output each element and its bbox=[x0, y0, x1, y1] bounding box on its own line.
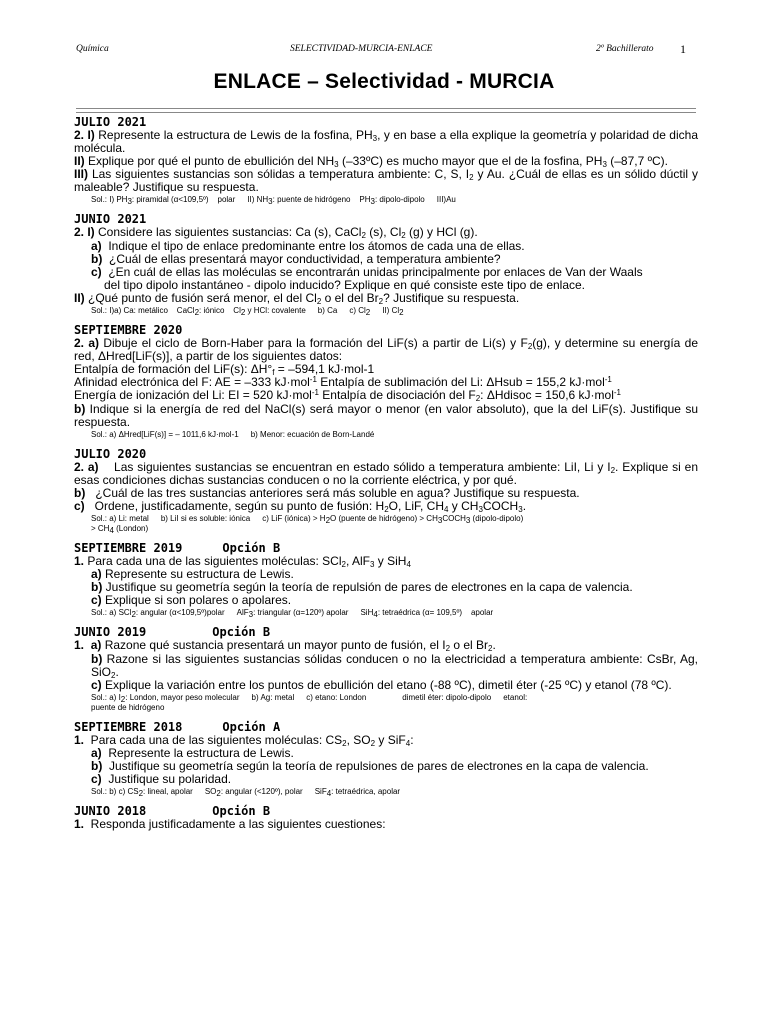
question-text: c) Justifique su polaridad. bbox=[91, 772, 232, 787]
question-text: b) ¿Cuál de ellas presentará mayor conductividad, a temperatura ambiente? bbox=[91, 251, 501, 266]
solution-line: Sol.: b) c) $CS_2$: lineal, apolar $SO_2$: angular (<120º), polar SiF$_4$: tetraédrica, apolar bbox=[91, 787, 401, 799]
question-text: b) Justifique su geometría según la teoría de repulsión de pares de electrones en la capa de valencia. bbox=[91, 580, 633, 595]
question-text: 2. I) Represente la estructura de Lewis de la fosfina, $PH_3$, y en base a ella explique la geometría y polaridad de dicha molécula. bbox=[74, 128, 698, 156]
question-text: c) Explique la variación entre los puntos de ebullición del etano (-88 ºC), dimetil éter (-25 ºC) y etanol (78 ºC). bbox=[91, 677, 672, 692]
question-text: 1. Para cada una de las siguientes moléculas: $CS_2$, $SO_2$ y SiF$_4$: bbox=[74, 732, 414, 748]
question-text: b) ¿Cuál de las tres sustancias anteriores será más soluble en agua? Justifique su respuesta. bbox=[74, 485, 580, 500]
page-title: ENLACE – Selectividad - MURCIA bbox=[213, 70, 555, 93]
section-heading: SEPTIEMBRE 2020 bbox=[74, 323, 183, 338]
question-text: 2. I) Considere las siguientes sustancias: Ca (s), CaCl$_2$ (s), $Cl_2$ (g) y HCl (g). bbox=[74, 225, 478, 241]
section-heading: JULIO 2020 bbox=[74, 446, 147, 461]
section-heading: SEPTIEMBRE 2019 Opción B bbox=[74, 541, 281, 556]
header-subject: Química bbox=[76, 44, 109, 54]
question-text: a) Indique el tipo de enlace predominante entre los átomos de cada una de ellas. bbox=[91, 238, 525, 253]
section-heading: JUNIO 2019 Opción B bbox=[74, 625, 271, 640]
solution-line: > $CH_4$ (London) bbox=[91, 524, 149, 536]
section-heading: SEPTIEMBRE 2018 Opción A bbox=[74, 719, 281, 734]
question-text: II) ¿Qué punto de fusión será menor, el del $Cl_2$ o el del $Br_2$? Justifique su respuesta. bbox=[74, 290, 520, 306]
question-text: c) Explique si son polares o apolares. bbox=[91, 593, 292, 608]
solution-line: Sol.: I)a) Ca: metálico CaCl$_2$: iónico $Cl_2$ y HCl: covalente b) Ca c) $Cl_2$ II) $Cl_2$ bbox=[91, 306, 404, 318]
section-heading: JUNIO 2018 Opción B bbox=[74, 804, 271, 819]
solution-line: Sol.: a) SCl$_2$: angular (α<109,5º)polar AlF$_3$: triangular (α=120º) apolar SiH$_4$: tetraédrica (α= 109,5º) apolar bbox=[91, 608, 494, 620]
question-text: b) Justifique su geometría según la teoría de repulsiones de pares de electrones en la capa de valencia. bbox=[91, 759, 649, 773]
question-text: 1. a) Razone qué sustancia presentará un mayor punto de fusión, el $I_2$ o el $Br_2$. bbox=[74, 638, 496, 654]
question-text: del tipo dipolo instantáneo - dipolo inducido? Explique en qué consiste este tipo de enlace. bbox=[104, 277, 586, 292]
question-text: 1. Responda justificadamente a las siguientes cuestiones: bbox=[74, 817, 386, 832]
question-text: b) Razone si las siguientes sustancias sólidas conducen o no la electricidad a temperatura ambiente: CsBr, Ag, SiO$_2$. bbox=[91, 651, 698, 680]
question-text: III) Las siguientes sustancias son sólidas a temperatura ambiente: C, S, $I_2$ y Au. ¿Cuál de ellas es un sólido dúctil y maleable? Justifique su respuesta. bbox=[74, 167, 698, 195]
header-course: 2º Bachillerato bbox=[596, 44, 654, 54]
question-text: II) Explique por qué el punto de ebullición del $NH_3$ (–33ºC) es mucho mayor que el de la fosfina, $PH_3$ (–87,7 ºC). bbox=[74, 154, 668, 170]
question-text: b) Indique si la energía de red del NaCl(s) será mayor o menor (en valor absoluto), que la del LiF(s). Justifique su respuesta. bbox=[74, 401, 698, 429]
solution-line: puente de hidrógeno bbox=[91, 702, 165, 712]
question-text: a) Represente la estructura de Lewis. bbox=[91, 745, 294, 760]
question-text: c) Ordene, justificadamente, según su punto de fusión: $H_2O$, LiF, $CH_4$ y $CH_3COCH_3$. bbox=[74, 498, 527, 514]
solution-line: Sol.: a) $I_2$: London, mayor peso molecular b) Ag: metal c) etano: London dimetil éter: dipolo-dipolo etanol: bbox=[91, 692, 528, 704]
solution-line: Sol.: I) $PH_3$: piramidal (α<109,5º) polar II) $NH_3$: puente de hidrógeno $PH_3$: dipolo-dipolo III)Au bbox=[91, 195, 456, 207]
question-text: 2. a) Las siguientes sustancias se encuentran en estado sólido a temperatura ambiente: LiI, Li y $I_2$. Explique si en esas condiciones dichas sustancias conducen o no la corriente eléctrica, y por qué. bbox=[74, 459, 699, 487]
question-text: a) Represente su estructura de Lewis. bbox=[91, 567, 294, 582]
solution-line: Sol.: a) Li: metal b) LiI si es soluble: iónica c) LiF (iónica) > $H_2O$ (puente de hidrógeno) > $CH_3COCH_3$ (dipolo-dipolo) bbox=[91, 514, 524, 526]
question-text: 1. Para cada una de las siguientes moléculas: SCl$_2$, AlF$_3$ y SiH$_4$ bbox=[74, 554, 411, 570]
header-topic: SELECTIVIDAD-MURCIA-ENLACE bbox=[290, 44, 433, 54]
section-heading: JUNIO 2021 bbox=[74, 212, 147, 227]
question-text: c) ¿En cuál de ellas las moléculas se encontrarán unidas principalmente por enlaces de Van der Waals bbox=[91, 264, 643, 279]
question-text: Afinidad electrónica del F: AE = –333 kJ·mol$^{-1}$ Entalpía de sublimación del Li: ΔHsub = 155,2 kJ·mol$^{-1}$ bbox=[74, 375, 612, 390]
document-body bbox=[74, 115, 698, 831]
section-heading: JULIO 2021 bbox=[74, 115, 147, 129]
running-header bbox=[76, 44, 686, 58]
question-text: 2. a) Dibuje el ciclo de Born-Haber para la formación del LiF(s) a partir de Li(s) y $F_2(g)$, y determine su energía de red, ΔHred[LiF(s)], a partir de los siguientes datos: bbox=[74, 336, 699, 364]
page-number: 1 bbox=[680, 42, 686, 56]
question-text: Entalpía de formación del LiF(s): $\Delta H^\circ_f = -594,1$ kJ·mol-1 bbox=[74, 362, 375, 378]
question-text: Energía de ionización del Li: EI = 520 kJ·mol$^{-1}$ Entalpía de disociación del $F_2$: ΔHdisoc = 150,6 kJ·mol$^{-1}$ bbox=[74, 388, 622, 404]
solution-line: Sol.: a) ΔHred[LiF(s)] = – 1011,6 kJ·mol-1 b) Menor: ecuación de Born-Landé bbox=[91, 429, 375, 439]
title-divider bbox=[76, 108, 696, 113]
